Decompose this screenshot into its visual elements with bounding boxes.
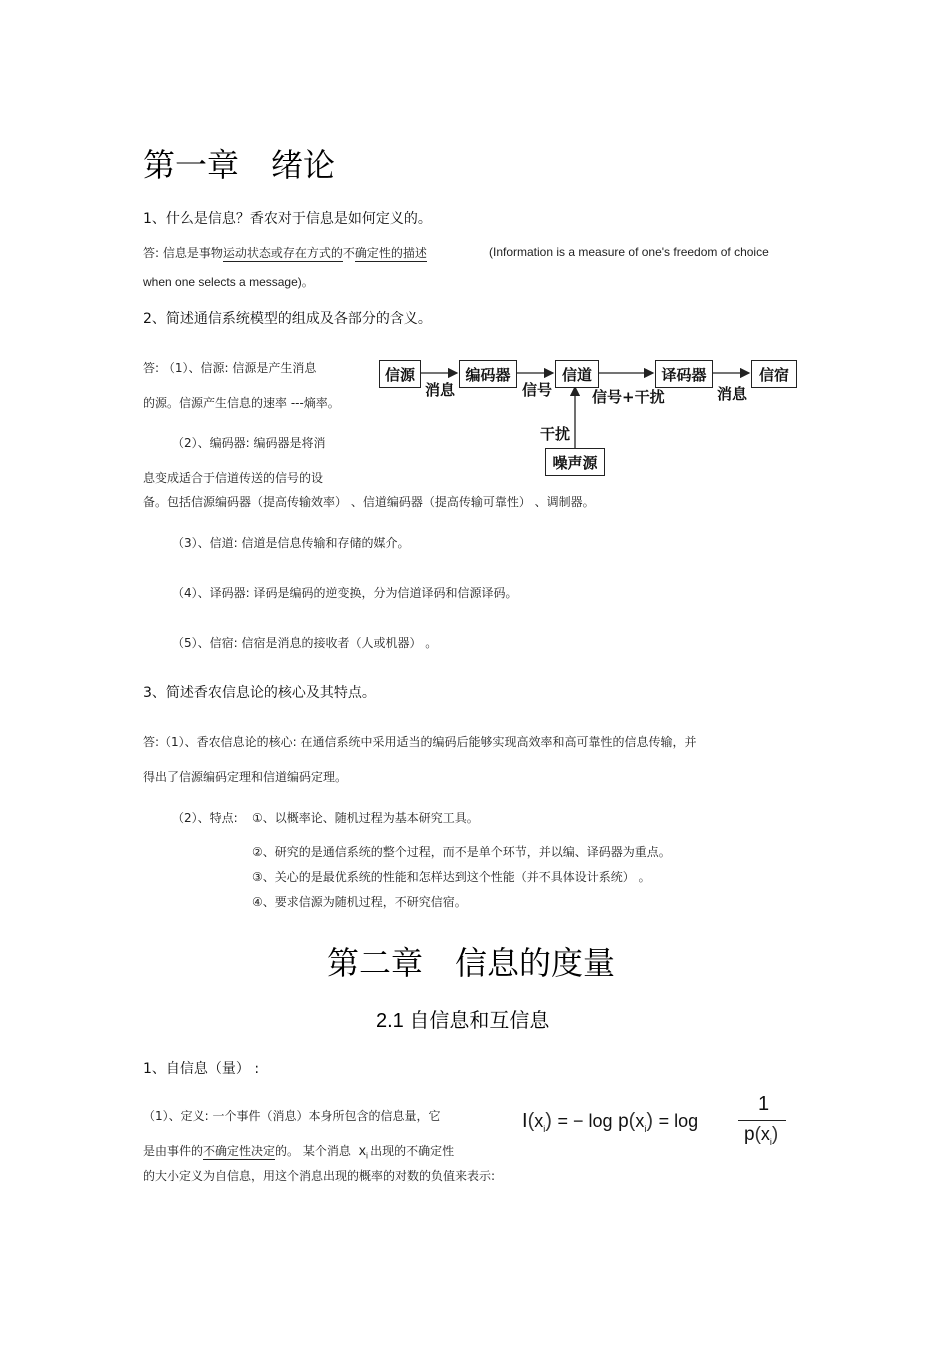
question-3: 3、简述香农信息论的核心及其特点。 <box>143 685 376 701</box>
formula-denominator: $p(x_i)$ <box>744 1124 779 1147</box>
answer-2-source-line-1: 答: （1）、信源: 信源是产生消息 <box>143 361 317 375</box>
definition-text-a: 是由事件的 <box>143 1144 204 1158</box>
formula-p-1: p <box>618 1111 629 1132</box>
answer-2-decoder: （4）、译码器: 译码是编码的逆变换，分为信道译码和信源译码。 <box>172 586 518 600</box>
formula-i-1: i <box>543 1124 546 1134</box>
diagram-box-channel: 信道 <box>555 360 599 388</box>
definition-line-1: （1）、定义: 一个事件（消息）本身所包含的信息量，它 <box>143 1109 441 1123</box>
answer-3-core-line-1: 答:（1）、香农信息论的核心: 在通信系统中采用适当的编码后能够实现高效率和高可靠性的信息传输，并 <box>143 735 697 749</box>
answer-1-prefix: 答: 信息是事物 <box>143 246 223 260</box>
definition-underline: 不确定性决定 <box>203 1144 276 1158</box>
answer-1-mid: 不 <box>342 246 355 260</box>
answer-1-english-2: when one selects a message) <box>143 275 302 289</box>
answer-1-line-1 <box>143 244 427 261</box>
answer-2-source-line-2: 的源。信源产生信息的速率 ---熵率。 <box>143 396 340 410</box>
self-information-heading: 1、自信息（量） : <box>143 1061 260 1077</box>
answer-3-point-1: ①、以概率论、随机过程为基本研究工具。 <box>252 811 479 825</box>
answer-1-english-1: (Information is a measure of one's freedom of choice <box>489 245 769 259</box>
chapter-2-title: 第二章 信息的度量 <box>327 944 616 982</box>
formula-p-2: p <box>744 1124 755 1145</box>
answer-3-point-4: ④、要求信源为随机过程，不研究信宿。 <box>252 895 467 909</box>
formula-x-2: x <box>635 1111 645 1131</box>
chapter-title: 第一章 绪论 <box>143 146 336 184</box>
answer-3-point-3: ③、关心的是最优系统的性能和怎样达到这个性能（并不具体设计系统） 。 <box>252 870 651 884</box>
diagram-box-decoder: 译码器 <box>655 360 713 388</box>
diagram-box-encoder: 编码器 <box>459 360 517 388</box>
formula-fraction-bar <box>738 1120 786 1121</box>
answer-3-features-label: （2）、特点: <box>172 811 238 825</box>
answer-2-encoder-line-3: 备。包括信源编码器（提高传输效率） 、信道编码器（提高传输可靠性） 、调制器。 <box>143 495 595 509</box>
question-1: 1、什么是信息？香农对于信息是如何定义的。 <box>143 211 432 227</box>
diagram-box-sink: 信宿 <box>751 360 797 388</box>
answer-1-line-2 <box>143 273 314 290</box>
definition-line-2 <box>143 1142 454 1160</box>
answer-2-encoder-line-2: 息变成适合于信道传送的信号的设 <box>143 471 324 485</box>
diagram-box-source: 信源 <box>379 360 421 388</box>
formula-lhs: $I(x_i)$ = − $\log p(x_i) = \log$ <box>522 1110 699 1134</box>
question-2: 2、简述通信系统模型的组成及各部分的含义。 <box>143 311 432 327</box>
diagram-label-message-1: 消息 <box>425 381 456 399</box>
diagram-box-noise-source: 噪声源 <box>545 448 605 476</box>
formula-eq-1: = − log <box>557 1111 613 1131</box>
formula-x-3: x <box>760 1124 770 1144</box>
diagram-label-interference: 干扰 <box>540 425 571 443</box>
formula-eq-2: = log <box>658 1111 699 1131</box>
answer-1-end: 。 <box>301 275 314 289</box>
formula-i-3: i <box>769 1136 772 1147</box>
answer-1-underline-2: 确定性的描述 <box>354 246 427 260</box>
formula-I: I <box>522 1110 528 1132</box>
section-title: 2.1 自信息和互信息 <box>376 1010 550 1032</box>
answer-2-encoder-line-1: （2）、编码器: 编码器是将消 <box>172 436 326 450</box>
answer-3-core-line-2: 得出了信源编码定理和信道编码定理。 <box>143 770 348 784</box>
formula-x-1: x <box>534 1111 544 1131</box>
definition-var-i: i <box>365 1151 369 1161</box>
definition-text-c: 出现的不确定性 <box>370 1144 455 1158</box>
diagram-label-signal-plus-noise: 信号+干扰 <box>592 388 665 406</box>
answer-1-underline-1: 运动状态或存在方式的 <box>222 246 343 260</box>
definition-var-x: x <box>358 1142 366 1158</box>
answer-3-point-2: ②、研究的是通信系统的整个过程，而不是单个环节，并以编、译码器为重点。 <box>252 845 671 859</box>
formula-i-2: i <box>644 1124 647 1134</box>
diagram-label-signal: 信号 <box>522 381 553 399</box>
answer-2-sink: （5）、信宿: 信宿是消息的接收者（人或机器） 。 <box>172 636 438 650</box>
definition-text-b: 的。 某个消息 <box>275 1144 351 1158</box>
answer-2-channel: （3）、信道: 信道是信息传输和存储的媒介。 <box>172 536 410 550</box>
definition-line-3: 的大小定义为自信息，用这个消息出现的概率的对数的负值来表示: <box>143 1169 496 1183</box>
formula-numerator: 1 <box>758 1093 770 1115</box>
diagram-label-message-2: 消息 <box>717 385 748 403</box>
self-information-formula <box>520 1093 800 1153</box>
